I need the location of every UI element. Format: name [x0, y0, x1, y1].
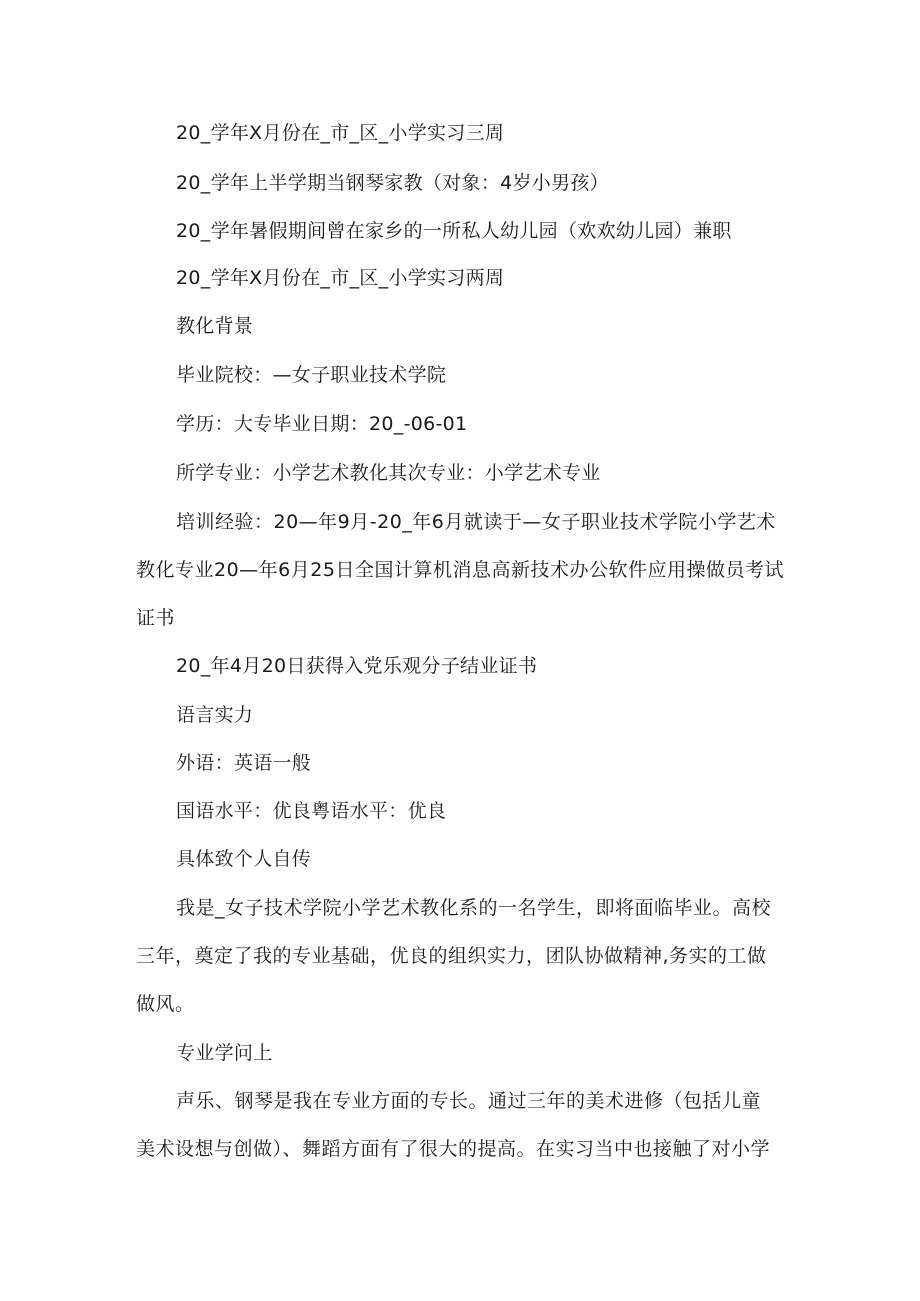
- internship-line-1: 20_学年X月份在_市_区_小学实习三周: [176, 122, 505, 144]
- intro-line-1: 我是_女子技术学院小学艺术教化系的一名学生，即将面临毕业。高校: [176, 897, 772, 919]
- school-line: 毕业院校：—女子职业技术学院: [176, 364, 447, 386]
- language-heading: 语言实力: [176, 704, 254, 726]
- training-line-2: 教化专业20—年6月25日全国计算机消息高新技术办公软件应用操做员考试: [136, 559, 784, 581]
- kindergarten-line: 20_学年暑假期间曾在家乡的一所私人幼儿园（欢欢幼儿园）兼职: [176, 220, 732, 242]
- education-heading: 教化背景: [176, 315, 254, 337]
- professional-heading: 专业学问上: [176, 1042, 273, 1064]
- certificate-line: 20_年4月20日获得入党乐观分子结业证书: [176, 655, 538, 677]
- skills-line-2: 美术设想与创做）、舞蹈方面有了很大的提高。在实习当中也接触了对小学: [136, 1138, 771, 1160]
- training-line-1: 培训经验：20—年9月-20_年6月就读于—女子职业技术学院小学艺术: [176, 511, 776, 533]
- foreign-language-line: 外语：英语一般: [176, 752, 312, 774]
- internship-line-2: 20_学年X月份在_市_区_小学实习两周: [176, 267, 505, 289]
- autobiography-heading: 具体致个人自传: [176, 848, 312, 870]
- mandarin-line: 国语水平：优良粤语水平：优良: [176, 800, 447, 822]
- piano-tutor-line: 20_学年上半学期当钢琴家教（对象：4岁小男孩）: [176, 172, 609, 194]
- skills-line-1: 声乐、钢琴是我在专业方面的专长。通过三年的美术进修（包括儿童: [176, 1090, 762, 1112]
- degree-line: 学历：大专毕业日期：20_-06-01: [176, 413, 468, 435]
- major-line: 所学专业：小学艺术教化其次专业：小学艺术专业: [176, 462, 601, 484]
- intro-line-2: 三年，奠定了我的专业基础，优良的组织实力，团队协做精神,务实的工做: [136, 945, 767, 967]
- training-line-3: 证书: [136, 607, 176, 629]
- intro-line-3: 做风。: [136, 993, 195, 1015]
